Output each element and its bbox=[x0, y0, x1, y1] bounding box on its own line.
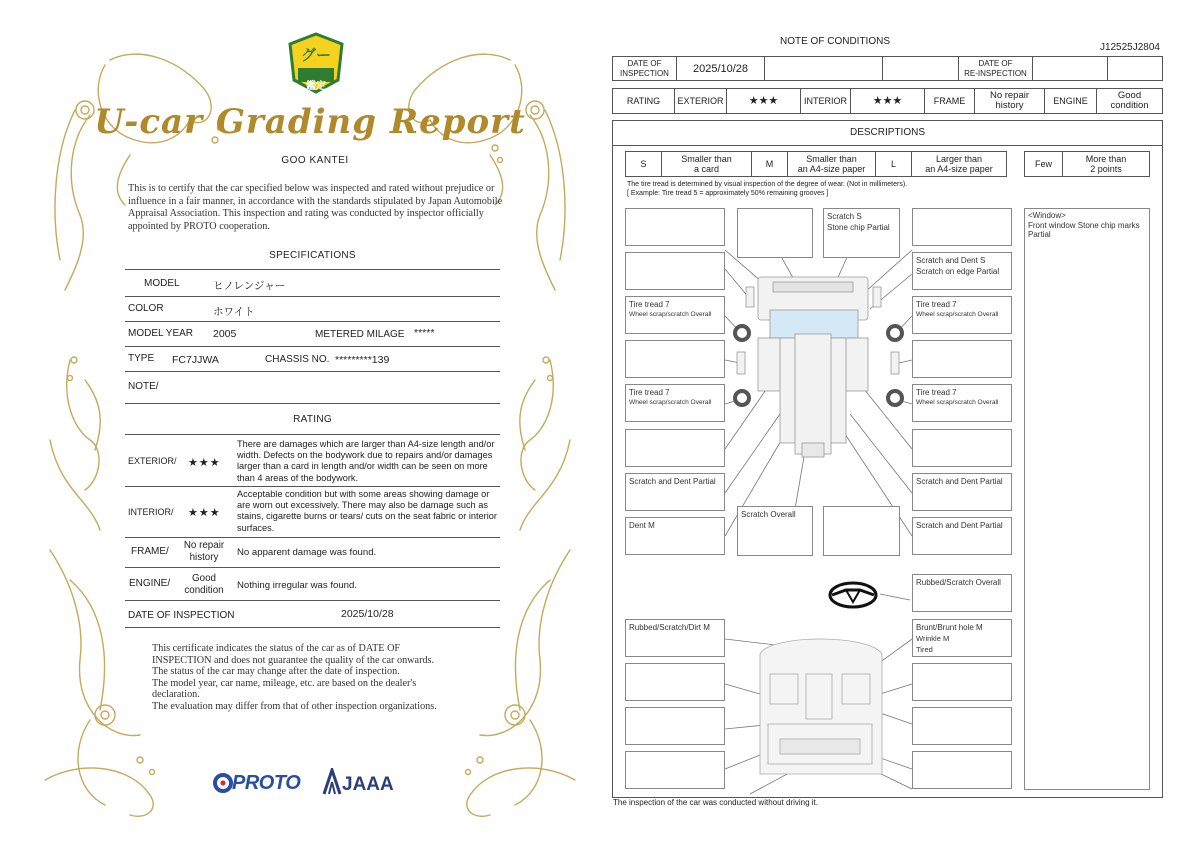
tire-tread-note bbox=[627, 180, 907, 198]
box-text: Wheel scrap/scratch Overall bbox=[629, 399, 712, 406]
box-text: Rubbed/Scratch Overall bbox=[916, 578, 1001, 587]
interior-description: Acceptable condition but with some areas showing damage or are worn out excessively. There may also be damage such as stains, cigarette burns or tears/ cuts on the seat fabric or interior surfaces. bbox=[237, 489, 497, 533]
condition-box bbox=[625, 663, 725, 701]
date-of-inspection-value: 2025/10/28 bbox=[341, 608, 394, 620]
legend-s: S bbox=[626, 152, 662, 177]
frame-value-line: No repair bbox=[183, 540, 225, 551]
frame-value bbox=[176, 540, 232, 563]
condition-box bbox=[625, 429, 725, 467]
label-line: DATE OF bbox=[978, 58, 1013, 68]
condition-box-left-rear-tire bbox=[625, 384, 725, 422]
box-text: Scratch on edge Partial bbox=[916, 267, 1000, 276]
interior-stars: ★★★ bbox=[851, 89, 925, 114]
legend-line: Smaller than bbox=[806, 154, 857, 164]
box-text: Wheel scrap/scratch Overall bbox=[916, 311, 999, 318]
interior-stars: ★★★ bbox=[188, 507, 221, 519]
descriptions-heading: DESCRIPTIONS bbox=[612, 120, 1163, 146]
condition-box bbox=[912, 751, 1012, 789]
empty-cell bbox=[1108, 57, 1163, 81]
box-text: Rubbed/Scratch/Dirt M bbox=[629, 623, 710, 632]
note-of-conditions bbox=[610, 34, 1166, 814]
divider bbox=[125, 403, 500, 404]
frame-label: FRAME bbox=[925, 89, 975, 114]
badge-top-text: グー bbox=[300, 47, 331, 64]
divider bbox=[125, 321, 500, 322]
exterior-description: There are damages which are larger than A4-size length and/or width. Defects on the bodywork due to repairs and/or damages larger than a card in length and/or width can be seen on more than 4 areas of the bodywork. bbox=[237, 439, 495, 483]
specifications-heading: SPECIFICATIONS bbox=[269, 250, 356, 261]
disclaimer-line: The status of the car may change after the date of inspection. bbox=[152, 666, 400, 678]
inspection-footnote: The inspection of the car was conducted without driving it. bbox=[613, 798, 818, 807]
jaaa-logo-icon bbox=[322, 768, 342, 796]
box-text: Scratch and Dent Partial bbox=[916, 477, 1003, 486]
box-text: Wrinkle M bbox=[916, 634, 950, 643]
engine-value bbox=[176, 573, 232, 596]
note-title: NOTE OF CONDITIONS bbox=[780, 36, 890, 47]
engine-value-line: Good bbox=[192, 573, 216, 584]
condition-box-seat bbox=[912, 619, 1012, 657]
window-text: <Window> bbox=[1028, 211, 1066, 220]
legend-m: M bbox=[752, 152, 788, 177]
value-line: Good bbox=[1117, 90, 1142, 101]
frame-value bbox=[975, 89, 1045, 114]
date-of-inspection-label: DATE OF INSPECTION bbox=[128, 610, 235, 621]
model-label: MODEL bbox=[144, 278, 180, 289]
color-value: ホワイト bbox=[213, 306, 255, 318]
condition-box-front bbox=[823, 208, 900, 258]
label-line: INSPECTION bbox=[620, 68, 669, 78]
divider bbox=[125, 567, 500, 568]
note-label: NOTE/ bbox=[128, 381, 159, 392]
empty-cell bbox=[883, 57, 959, 81]
condition-box bbox=[625, 340, 725, 378]
window-text: Partial bbox=[1028, 230, 1051, 239]
tire-note-line: [ Example: Tire tread 5 = approximately 50% remaining grooves ] bbox=[627, 190, 829, 197]
milage-label: METERED MILAGE bbox=[315, 329, 405, 340]
divider bbox=[125, 269, 500, 270]
legend-line: 2 points bbox=[1090, 164, 1122, 174]
model-year-value: 2005 bbox=[213, 328, 237, 340]
condition-box-right-front bbox=[912, 252, 1012, 290]
certificate-disclaimer bbox=[152, 643, 482, 713]
certificate-intro: This is to certify that the car specified below was inspected and rated without prejudice or influence in a fair manner, in accordance with the standards stipulated by Japan Automobile Appraisal Association. This inspection and rating was conducted by inspector officially appointed by PROTO cooperation. bbox=[128, 183, 503, 232]
legend-few: Few bbox=[1025, 152, 1063, 177]
condition-box-left-side bbox=[625, 473, 725, 511]
empty-cell bbox=[765, 57, 883, 81]
divider bbox=[125, 434, 500, 435]
condition-box-left-rear bbox=[625, 517, 725, 555]
condition-box-right-front-tire bbox=[912, 296, 1012, 334]
divider bbox=[125, 537, 500, 538]
label-line: DATE OF bbox=[627, 58, 662, 68]
value-line: history bbox=[995, 100, 1024, 111]
legend-line: Smaller than bbox=[681, 154, 732, 164]
engine-description: Nothing irregular was found. bbox=[237, 580, 357, 591]
certificate-title: U-car Grading Report bbox=[94, 102, 526, 142]
value-line: No repair bbox=[989, 90, 1030, 101]
disclaimer-line: INSPECTION and does not guarantee the quality of the car onwards. bbox=[152, 654, 435, 666]
condition-box bbox=[625, 707, 725, 745]
engine-value-line: condition bbox=[184, 584, 224, 596]
proto-logo-icon bbox=[212, 772, 234, 794]
legend-m-desc bbox=[788, 152, 876, 177]
box-text: Tired bbox=[916, 645, 933, 654]
legend-line: a card bbox=[693, 164, 719, 174]
divider bbox=[125, 486, 500, 487]
box-text: Wheel scrap/scratch Overall bbox=[629, 311, 712, 318]
badge-bottom-text: 鑑定 bbox=[306, 81, 326, 92]
footer-logos bbox=[212, 768, 412, 800]
legend-line: an A4-size paper bbox=[925, 164, 993, 174]
condition-box bbox=[625, 751, 725, 789]
interior-label: INTERIOR bbox=[801, 89, 851, 114]
frame-label: FRAME/ bbox=[131, 546, 169, 557]
type-value: FC7JJWA bbox=[172, 354, 219, 366]
box-text: Wheel scrap/scratch Overall bbox=[916, 399, 999, 406]
proto-logo-text: PROTO bbox=[232, 772, 301, 794]
rating-heading: RATING bbox=[293, 414, 332, 425]
disclaimer-line: The model year, car name, mileage, etc. are based on the dealer's bbox=[152, 677, 417, 689]
condition-box bbox=[912, 707, 1012, 745]
frame-description: No apparent damage was found. bbox=[237, 547, 377, 558]
date-of-inspection-label bbox=[613, 57, 677, 81]
empty-cell bbox=[1033, 57, 1108, 81]
legend-line: More than bbox=[1085, 154, 1127, 164]
legend-few-desc bbox=[1063, 152, 1150, 177]
interior-label: INTERIOR/ bbox=[128, 507, 174, 517]
legend-s-desc bbox=[662, 152, 752, 177]
box-text: Tire tread 7 bbox=[916, 300, 957, 309]
box-text: Scratch Overall bbox=[741, 510, 796, 519]
inspection-date-table bbox=[612, 56, 1163, 81]
rating-table bbox=[612, 88, 1163, 114]
chassis-value: *********139 bbox=[335, 354, 390, 366]
report-id: J12525J2804 bbox=[1099, 42, 1160, 53]
box-text: Tire tread 7 bbox=[629, 388, 670, 397]
rating-label: RATING bbox=[613, 89, 675, 114]
legend-l-desc bbox=[912, 152, 1007, 177]
engine-label: ENGINE/ bbox=[129, 578, 171, 589]
box-text: Stone chip Partial bbox=[827, 223, 890, 232]
size-legend-table bbox=[625, 151, 1007, 177]
legend-line: an A4-size paper bbox=[797, 164, 866, 174]
exterior-stars: ★★★ bbox=[727, 89, 801, 114]
box-text: Scratch and Dent Partial bbox=[916, 521, 1003, 530]
box-text: Scratch and Dent Partial bbox=[629, 477, 716, 486]
divider bbox=[125, 600, 500, 601]
condition-box-dashboard bbox=[625, 619, 725, 657]
exterior-label: EXTERIOR/ bbox=[128, 456, 177, 466]
disclaimer-line: declaration. bbox=[152, 689, 200, 701]
exterior-label: EXTERIOR bbox=[675, 89, 727, 114]
condition-box bbox=[912, 663, 1012, 701]
frame-value-line: history bbox=[189, 551, 219, 563]
divider bbox=[125, 627, 500, 628]
box-text: Tire tread 7 bbox=[916, 388, 957, 397]
condition-box-right-side bbox=[912, 473, 1012, 511]
legend-line: Larger than bbox=[935, 154, 983, 164]
engine-label: ENGINE bbox=[1045, 89, 1097, 114]
model-year-label: MODEL YEAR bbox=[128, 328, 194, 339]
window-conditions-box bbox=[1024, 208, 1150, 790]
tire-note-line: The tire tread is determined by visual inspection of the degree of wear. (Not in millimeters). bbox=[627, 181, 908, 188]
type-label: TYPE bbox=[128, 353, 155, 364]
condition-box-left-front-tire bbox=[625, 296, 725, 334]
window-text: Front window Stone chip marks bbox=[1028, 220, 1140, 230]
condition-box bbox=[912, 340, 1012, 378]
condition-box bbox=[737, 208, 813, 258]
condition-box bbox=[625, 208, 725, 246]
box-text: Scratch and Dent S bbox=[916, 256, 986, 265]
condition-box-right-rear bbox=[912, 517, 1012, 555]
value-line: condition bbox=[1110, 100, 1149, 111]
condition-box-right-rear-tire bbox=[912, 384, 1012, 422]
milage-value: ***** bbox=[414, 327, 435, 339]
condition-box bbox=[912, 429, 1012, 467]
date-of-reinspection-label bbox=[959, 57, 1033, 81]
engine-value bbox=[1097, 89, 1163, 114]
condition-box bbox=[625, 252, 725, 290]
condition-box bbox=[823, 506, 900, 556]
certificate-subtitle: GOO KANTEI bbox=[281, 155, 349, 166]
jaaa-logo-text: JAAA bbox=[342, 774, 394, 795]
condition-box-steering bbox=[912, 574, 1012, 612]
date-of-inspection-value: 2025/10/28 bbox=[677, 57, 765, 81]
legend-l: L bbox=[876, 152, 912, 177]
disclaimer-line: The evaluation may differ from that of other inspection organizations. bbox=[152, 700, 437, 712]
divider bbox=[125, 346, 500, 347]
box-text: Tire tread 7 bbox=[629, 300, 670, 309]
box-text: Scratch S bbox=[827, 212, 862, 221]
box-text: Brunt/Brunt hole M bbox=[916, 623, 983, 632]
grading-certificate bbox=[30, 20, 590, 830]
condition-box-rear-body bbox=[737, 506, 813, 556]
label-line: RE-INSPECTION bbox=[964, 68, 1027, 78]
divider bbox=[125, 371, 500, 372]
disclaimer-line: This certificate indicates the status of the car as of DATE OF bbox=[152, 643, 401, 654]
exterior-stars: ★★★ bbox=[188, 457, 221, 469]
color-label: COLOR bbox=[128, 303, 164, 314]
divider bbox=[125, 296, 500, 297]
few-legend-table bbox=[1024, 151, 1150, 177]
box-text: Dent M bbox=[629, 521, 655, 530]
condition-box bbox=[912, 208, 1012, 246]
model-value: ヒノレンジャー bbox=[213, 280, 286, 292]
chassis-label: CHASSIS NO. bbox=[265, 354, 330, 365]
